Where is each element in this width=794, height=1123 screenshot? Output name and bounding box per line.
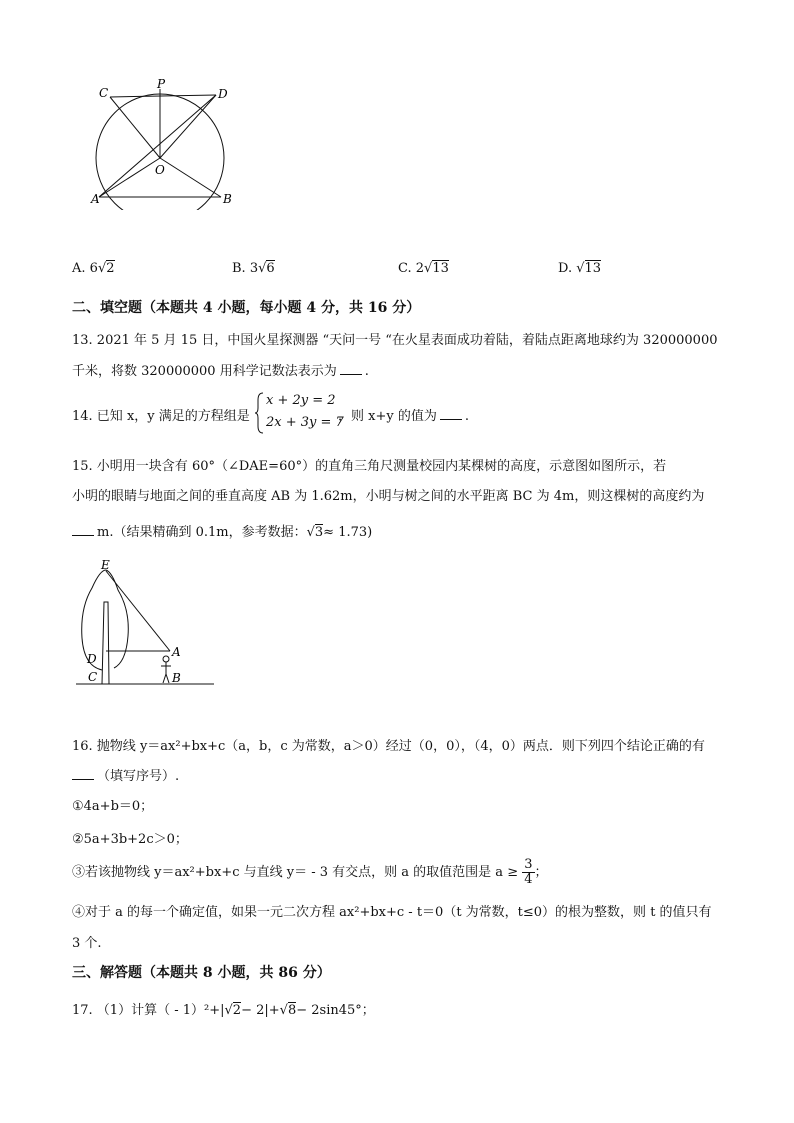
label-d: D — [218, 87, 228, 101]
q16-conclusion-4-line1: ④对于 a 的每一个确定值，如果一元二次方程 ax²+bx+c - t＝0（t 为常数，t≤0）的根为整数，则 t 的值只有 — [72, 905, 712, 920]
option-b: B. 3√6 — [232, 261, 275, 276]
fraction: $\frac{3}{4}$ — [524, 857, 533, 887]
q14-prefix: 14. 已知 x，y 满足的方程组是 — [72, 409, 250, 424]
q14-eq1: x + 2y = 2 — [266, 393, 336, 408]
q15-line1: 15. 小明用一块含有 60°（∠DAE=60°）的直角三角尺测量校园内某棵树的高度，示意图如图所示，若 — [72, 459, 667, 474]
answer-blank[interactable] — [340, 374, 362, 375]
q14-suffix: ，则 x+y 的值为 . — [338, 409, 469, 424]
radicand: 6 — [266, 261, 275, 276]
answer-blank[interactable] — [72, 535, 94, 536]
option-d: D. √13 — [558, 261, 602, 276]
tree-trunk — [102, 602, 109, 684]
q16-conclusion-2: ②5a+3b+2c＞0； — [72, 832, 188, 847]
line-ea — [106, 571, 170, 651]
q16-line1: 16. 抛物线 y＝ax²+bx+c（a，b，c 为常数，a＞0）经过（0，0），（4，0）两点．则下列四个结论正确的有 — [72, 739, 705, 754]
tree-figure — [76, 558, 216, 688]
label-c: C — [88, 670, 98, 684]
option-a: A. 6√2 — [72, 261, 115, 276]
circle-figure — [88, 78, 238, 210]
label-c: C — [99, 86, 109, 100]
chord-cd — [110, 95, 216, 97]
q16-conclusion-3: ③若该抛物线 y＝ax²+bx+c 与直线 y＝ - 3 有交点，则 a 的取值范围是 a ≥ $\frac{3}{4}$ ； — [72, 857, 548, 887]
label-p: P — [157, 78, 166, 91]
segment-od — [160, 95, 216, 158]
q16-conclusion-4-line2: 3 个. — [72, 936, 102, 951]
q13-line1: 13. 2021 年 5 月 15 日，中国火星探测器 “天问一号 “在火星表面成功着陆，着陆点距离地球约为 320000000 — [72, 333, 718, 348]
label-a: A — [91, 192, 100, 206]
segment-ad — [99, 95, 216, 197]
section-2-title: 二、填空题（本题共 4 小题，每小题 4 分，共 16 分） — [72, 300, 421, 316]
segment-ao — [99, 158, 160, 197]
q16-conclusion-1: ①4a+b＝0； — [72, 799, 154, 814]
radicand: 13 — [584, 261, 602, 276]
section-3-title: 三、解答题（本题共 8 小题，共 86 分） — [72, 965, 331, 981]
q13-line2: 千米，将数 320000000 用科学记数法表示为 . — [72, 364, 369, 379]
label-e: E — [101, 558, 110, 572]
radicand: 13 — [432, 261, 449, 276]
person-icon — [161, 656, 171, 683]
q16-line2: （填写序号）. — [72, 765, 179, 784]
system-brace — [254, 392, 264, 434]
label-b: B — [172, 671, 181, 685]
answer-blank[interactable] — [72, 779, 94, 780]
segment-ob — [160, 158, 221, 197]
label-b: B — [223, 192, 232, 206]
q15-line2: 小明的眼睛与地面之间的垂直高度 AB 为 1.62m，小明与树之间的水平距离 BC 为 4m，则这棵树的高度约为 — [72, 489, 705, 504]
radicand: 2 — [106, 261, 115, 276]
answer-blank[interactable] — [440, 419, 462, 420]
label-a: A — [172, 645, 181, 659]
q17-line1: 17. （1）计算（ - 1）²+|√2− 2|+√8− 2sin45°； — [72, 1003, 375, 1018]
segment-co — [110, 97, 160, 158]
q15-line3: m.（结果精确到 0.1m，参考数据：√3≈ 1.73) — [72, 521, 372, 540]
label-d: D — [87, 652, 97, 666]
q14-eq2: 2x + 3y = 7 — [266, 415, 344, 430]
option-c: C. 2√13 — [398, 261, 449, 276]
label-o: O — [155, 163, 165, 177]
